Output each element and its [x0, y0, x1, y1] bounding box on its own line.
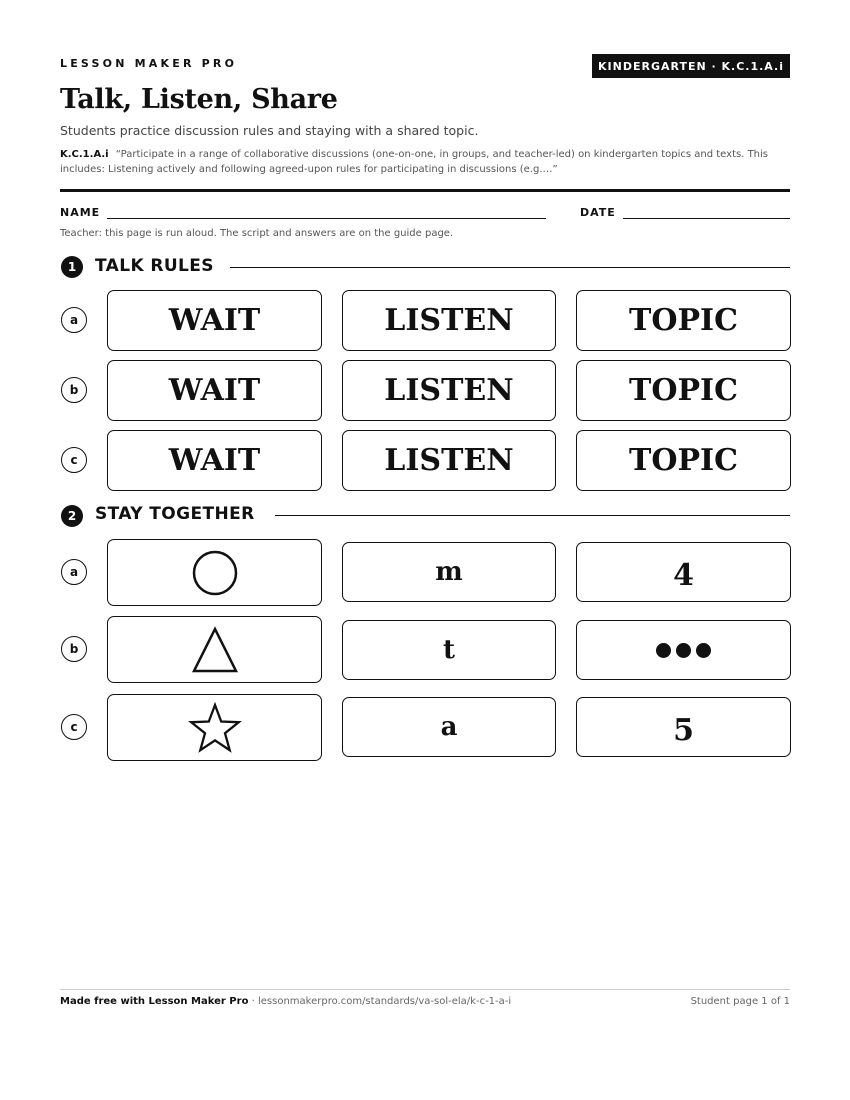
name-label: NAME	[60, 206, 101, 219]
dot	[676, 643, 691, 658]
footer-page-number: Student page 1 of 1	[690, 996, 790, 1007]
shape-card[interactable]	[107, 694, 322, 761]
row-letter: c	[61, 714, 87, 740]
word-card-label: WAIT	[168, 443, 261, 478]
word-card[interactable]	[576, 360, 791, 421]
word-card[interactable]	[342, 360, 556, 421]
grade-badge: KINDERGARTEN · K.C.1.A.i	[592, 54, 790, 78]
count-card-label: 4	[673, 557, 694, 593]
letter-card-label: a	[440, 712, 458, 742]
word-card-label: LISTEN	[384, 303, 514, 338]
row-letter: b	[61, 636, 87, 662]
letter-card-label: m	[435, 557, 463, 587]
section-1-number: 1	[61, 256, 83, 278]
row-letter: b	[61, 377, 87, 403]
section-2-number: 2	[61, 505, 83, 527]
dot-count	[656, 643, 711, 658]
word-card-label: TOPIC	[629, 303, 738, 338]
word-card-label: LISTEN	[384, 373, 514, 408]
standard-code: K.C.1.A.i	[60, 149, 109, 160]
count-card[interactable]	[576, 697, 791, 757]
date-field[interactable]	[623, 218, 790, 219]
letter-card[interactable]	[342, 542, 556, 602]
letter-card[interactable]	[342, 697, 556, 757]
word-card[interactable]	[342, 290, 556, 351]
shape-card[interactable]	[107, 616, 322, 683]
brand-name: LESSON MAKER PRO	[60, 57, 238, 70]
count-card-label: 5	[673, 712, 694, 748]
teacher-note: Teacher: this page is run aloud. The script and answers are on the guide page.	[60, 228, 454, 239]
word-card[interactable]	[107, 360, 322, 421]
row-letter: a	[61, 559, 87, 585]
word-card[interactable]	[342, 430, 556, 491]
footer-divider	[60, 989, 790, 990]
circle-icon	[190, 548, 240, 598]
header-divider	[60, 189, 790, 192]
count-card[interactable]	[576, 542, 791, 602]
shape-card[interactable]	[107, 539, 322, 606]
standard-description	[60, 147, 795, 177]
worksheet-title: Talk, Listen, Share	[60, 84, 338, 115]
section-2-rule	[275, 515, 790, 516]
name-field[interactable]	[107, 218, 546, 219]
word-card[interactable]	[107, 430, 322, 491]
row-letter: c	[61, 447, 87, 473]
word-card-label: WAIT	[168, 373, 261, 408]
standard-text: “Participate in a range of collaborative discussions (one-on-one, in groups, and teacher-led) on kindergarten topics and texts. This includes: Listening actively and following agreed-upon rules for participating in discussions (e.g.…”	[60, 149, 769, 175]
worksheet-subtitle: Students practice discussion rules and staying with a shared topic.	[60, 123, 479, 138]
triangle-icon	[190, 625, 240, 675]
section-2-title: STAY TOGETHER	[95, 504, 255, 524]
word-card[interactable]	[576, 290, 791, 351]
footer-credit	[60, 996, 511, 1007]
word-card-label: LISTEN	[384, 443, 514, 478]
word-card-label: WAIT	[168, 303, 261, 338]
section-1-title: TALK RULES	[95, 256, 214, 276]
word-card-label: TOPIC	[629, 443, 738, 478]
footer-url[interactable]: · lessonmakerpro.com/standards/va-sol-ela/k-c-1-a-i	[248, 996, 512, 1007]
word-card[interactable]	[107, 290, 322, 351]
date-label: DATE	[580, 206, 616, 219]
count-card[interactable]	[576, 620, 791, 680]
letter-card[interactable]	[342, 620, 556, 680]
dot	[656, 643, 671, 658]
word-card[interactable]	[576, 430, 791, 491]
row-letter: a	[61, 307, 87, 333]
letter-card-label: t	[442, 635, 455, 665]
star-icon	[188, 702, 242, 754]
dot	[696, 643, 711, 658]
footer-made-with: Made free with Lesson Maker Pro	[60, 996, 249, 1007]
word-card-label: TOPIC	[629, 373, 738, 408]
section-1-rule	[230, 267, 790, 268]
